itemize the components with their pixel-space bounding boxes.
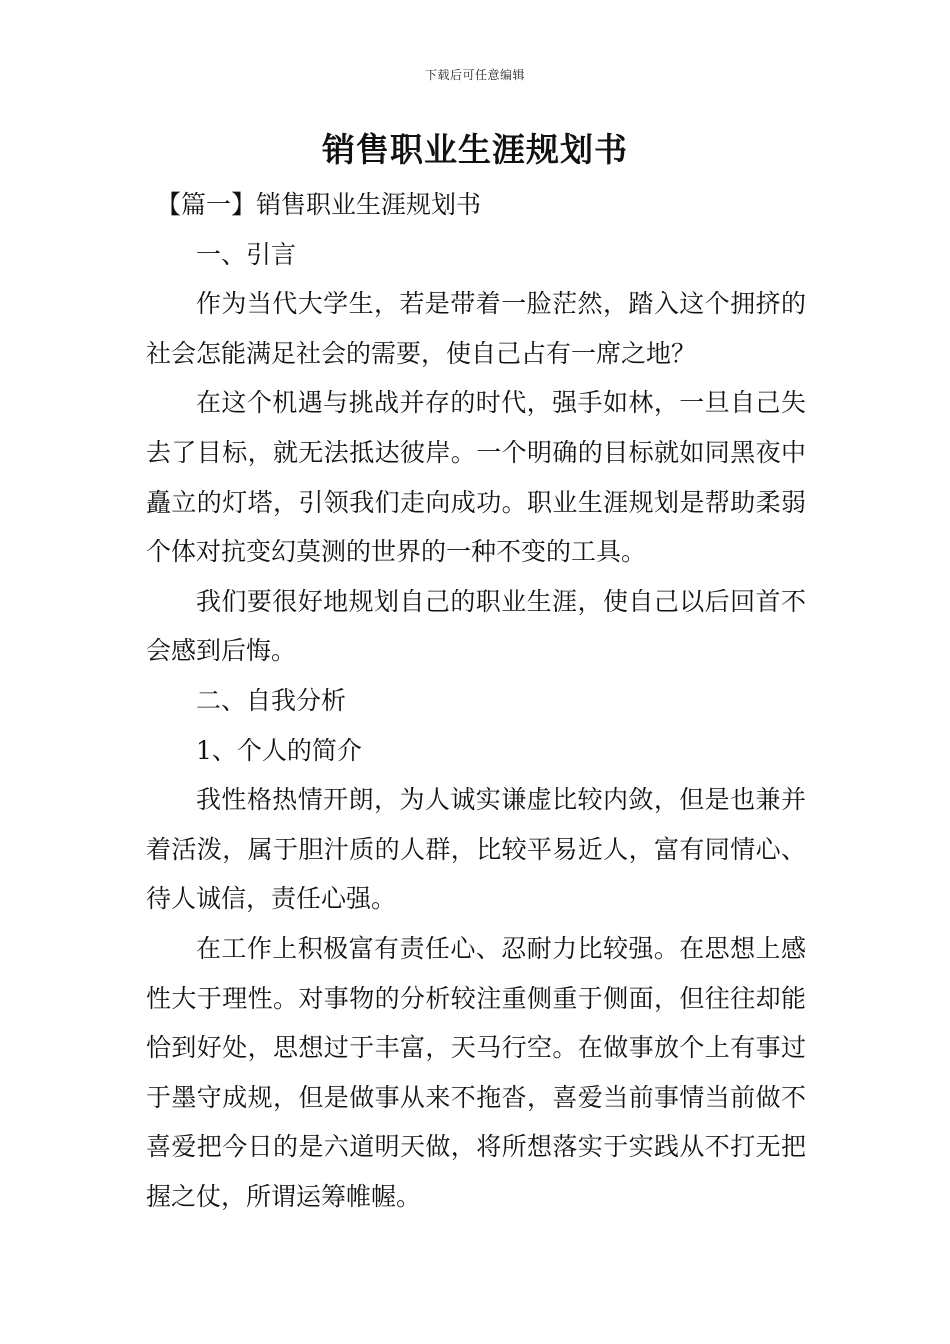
paragraph: 在这个机遇与挑战并存的时代，强手如林，一旦自己失去了目标，就无法抵达彼岸。一个明确的目标就如同黑夜中矗立的灯塔，引领我们走向成功。职业生涯规划是帮助柔弱个体对抗变幻莫测的世界的一种不变的工具。	[146, 388, 806, 567]
paragraph: 我性格热情开朗，为人诚实谦虚比较内敛，但是也兼并着活泼，属于胆汁质的人群，比较平易近人，富有同情心、待人诚信，责任心强。	[146, 785, 806, 914]
heading-self-analysis: 二、自我分析	[196, 685, 347, 715]
heading-introduction: 一、引言	[196, 239, 297, 269]
header-note: 下载后可任意编辑	[424, 68, 525, 82]
paragraph: 在工作上积极富有责任心、忍耐力比较强。在思想上感性大于理性。对事物的分析较注重侧重于侧面，但往往却能恰到好处，思想过于丰富，天马行空。在做事放个上有事过于墨守成规，但是做事从来不拖沓，喜爱当前事情当前做不喜爱把今日的是六道明天做，将所想落实于实践从不打无把握之仗，所谓运筹帷幄。	[146, 933, 806, 1211]
subheading-personal-intro: 1、个人的简介	[196, 735, 362, 765]
paragraph: 我们要很好地规划自己的职业生涯，使自己以后回首不会感到后悔。	[146, 586, 806, 666]
section-label: 【篇一】销售职业生涯规划书	[156, 190, 482, 219]
document-body	[146, 180, 806, 1221]
document-title: 销售职业生涯规划书	[322, 130, 628, 169]
paragraph: 作为当代大学生，若是带着一脸茫然，踏入这个拥挤的社会怎能满足社会的需要，使自己占有一席之地？	[146, 289, 806, 368]
